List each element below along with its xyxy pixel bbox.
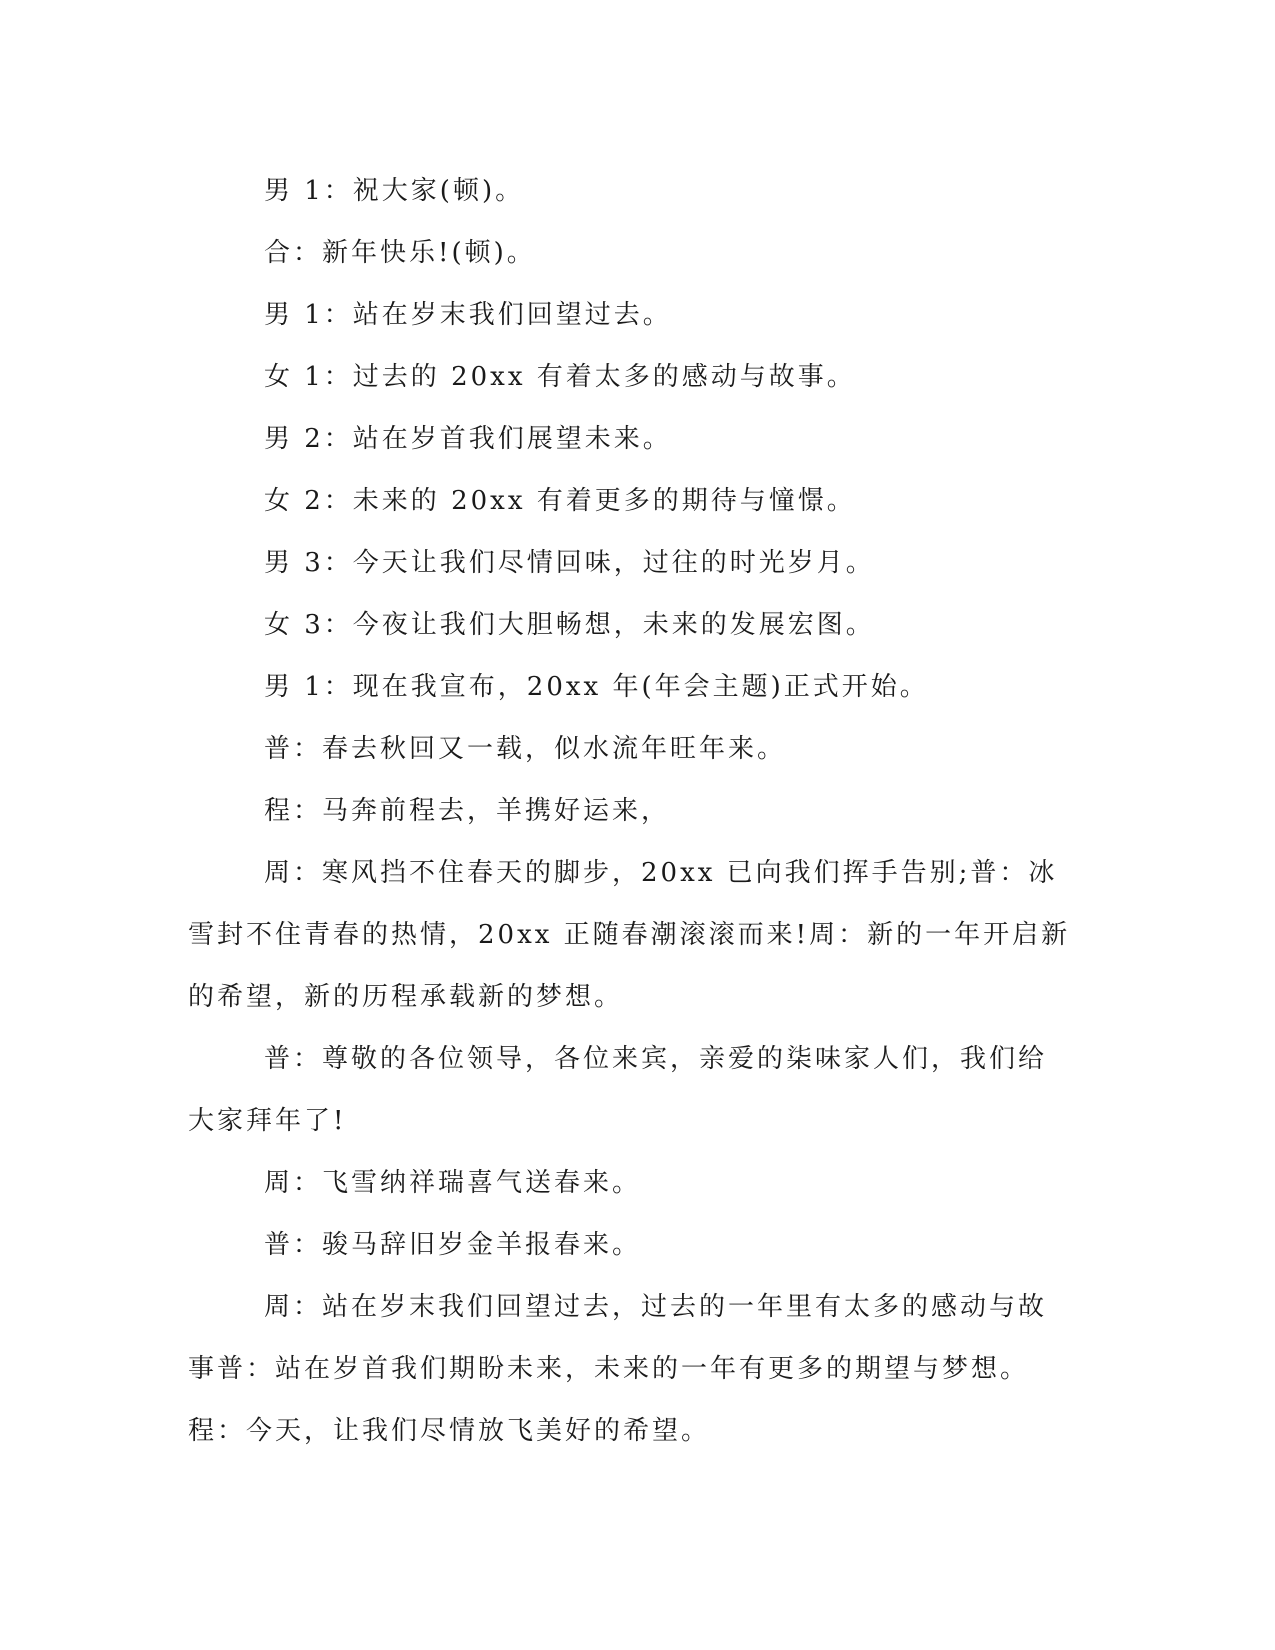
paragraph: 男 1：站在岁末我们回望过去。	[264, 300, 672, 330]
paragraph: 程：马奔前程去，羊携好运来，	[264, 796, 671, 826]
paragraph: 普：骏马辞旧岁金羊报春来。	[264, 1230, 642, 1260]
paragraph: 女 2：未来的 20xx 有着更多的期待与憧憬。	[264, 486, 856, 516]
document-body	[188, 160, 1073, 1462]
paragraph: 女 3：今夜让我们大胆畅想，未来的发展宏图。	[264, 610, 875, 640]
paragraph: 女 1：过去的 20xx 有着太多的感动与故事。	[264, 362, 856, 392]
paragraph: 普：尊敬的各位领导，各位来宾，亲爱的柒味家人们，我们给大家拜年了!	[188, 1044, 1048, 1136]
paragraph: 男 1：祝大家(顿)。	[264, 176, 525, 206]
paragraph: 普：春去秋回又一载，似水流年旺年来。	[264, 734, 787, 764]
paragraph: 周：飞雪纳祥瑞喜气送春来。	[264, 1168, 642, 1198]
paragraph: 合：新年快乐!(顿)。	[264, 238, 536, 268]
paragraph: 周：站在岁末我们回望过去，过去的一年里有太多的感动与故事普：站在岁首我们期盼未来，未来的一年有更多的期望与梦想。程：今天，让我们尽情放飞美好的希望。	[188, 1292, 1048, 1446]
paragraph: 男 1：现在我宣布，20xx 年(年会主题)正式开始。	[264, 672, 929, 702]
paragraph: 男 2：站在岁首我们展望未来。	[264, 424, 672, 454]
paragraph: 男 3：今天让我们尽情回味，过往的时光岁月。	[264, 548, 875, 578]
paragraph: 周：寒风挡不住春天的脚步，20xx 已向我们挥手告别;普：冰雪封不住青春的热情，20xx 正随春潮滚滚而来!周：新的一年开启新的希望，新的历程承载新的梦想。	[188, 858, 1071, 1012]
